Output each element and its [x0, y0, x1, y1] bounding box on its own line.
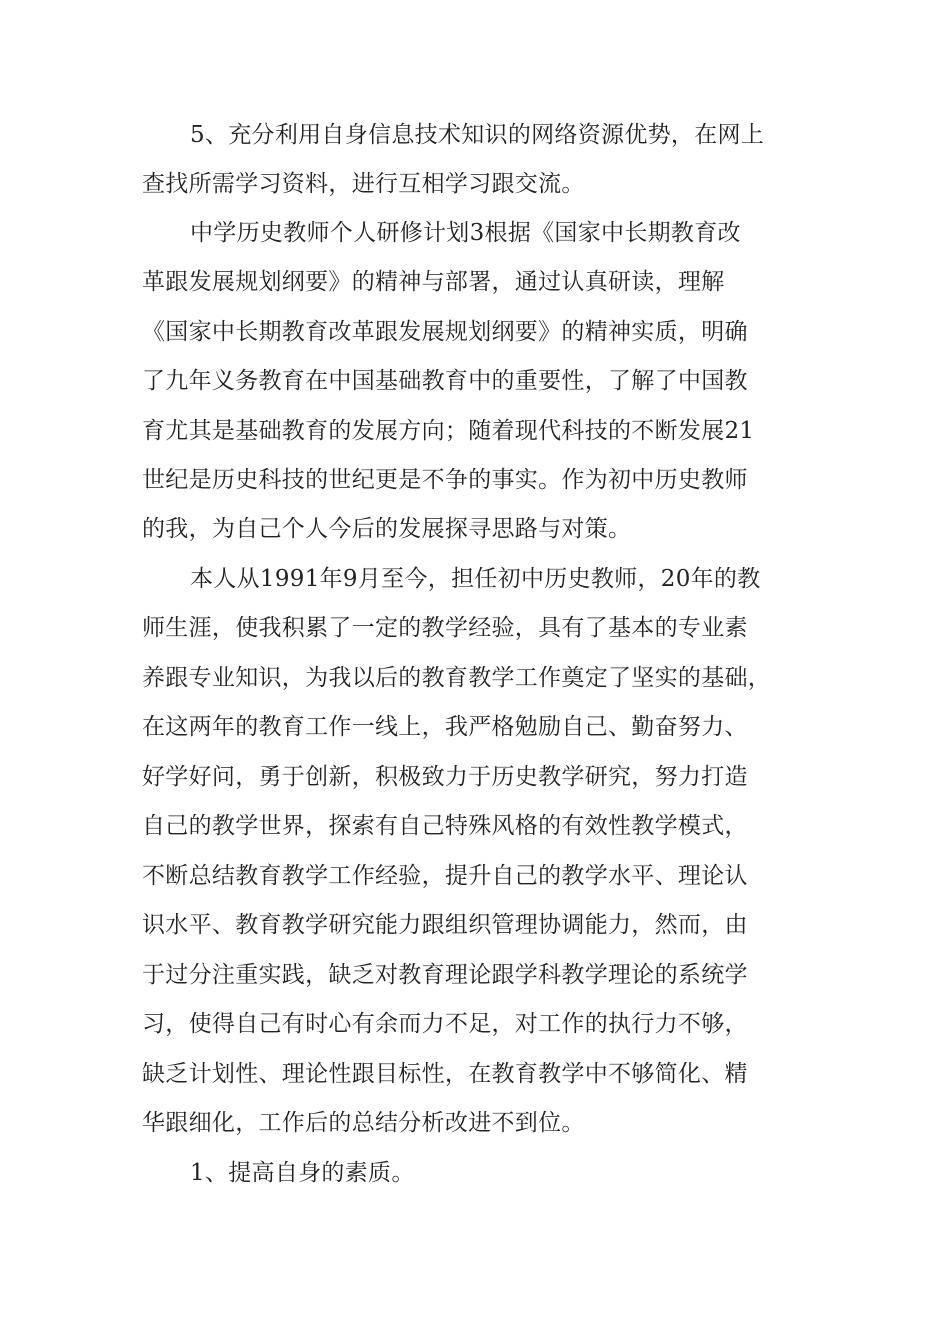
text-line: 不断总结教育教学工作经验，提升自己的教学水平、理论认	[142, 863, 748, 889]
text-line: 1、提高自身的素质。	[190, 1160, 415, 1186]
text-line: 识水平、教育教学研究能力跟组织管理协调能力，然而，由	[142, 912, 748, 938]
text-line: 在这两年的教育工作一线上，我严格勉励自己、勤奋努力、	[142, 714, 748, 740]
text-line: 于过分注重实践，缺乏对教育理论跟学科教学理论的系统学	[142, 962, 748, 988]
text-line: 自己的教学世界，探索有自己特殊风格的有效性教学模式，	[142, 813, 748, 839]
text-line: 革跟发展规划纲要》的精神与部署，通过认真研读，理解	[142, 269, 725, 295]
text-line: 了九年义务教育在中国基础教育中的重要性，了解了中国教	[142, 368, 748, 394]
text-line: 华跟细化，工作后的总结分析改进不到位。	[142, 1110, 585, 1136]
text-line: 师生涯，使我积累了一定的教学经验，具有了基本的专业素	[142, 615, 748, 641]
text-line: 中学历史教师个人研修计划3根据《国家中长期教育改	[190, 220, 741, 246]
text-line: 5、充分利用自身信息技术知识的网络资源优势，在网上	[190, 122, 765, 148]
text-line: 养跟专业知识，为我以后的教育教学工作奠定了坚实的基础，	[142, 665, 772, 691]
text-line: 查找所需学习资料，进行互相学习跟交流。	[142, 171, 585, 197]
text-line: 本人从1991年9月至今，担任初中历史教师，20年的教	[190, 566, 761, 592]
text-line: 《国家中长期教育改革跟发展规划纲要》的精神实质，明确	[142, 319, 748, 345]
text-line: 习，使得自己有时心有余而力不足，对工作的执行力不够，	[142, 1011, 748, 1037]
text-line: 的我，为自己个人今后的发展探寻思路与对策。	[142, 516, 632, 542]
text-line: 育尤其是基础教育的发展方向；随着现代科技的不断发展21	[142, 418, 755, 444]
text-line: 好学好问，勇于创新，积极致力于历史教学研究，努力打造	[142, 764, 748, 790]
text-line: 世纪是历史科技的世纪更是不争的事实。作为初中历史教师	[142, 467, 748, 493]
text-line: 缺乏计划性、理论性跟目标性，在教育教学中不够简化、精	[142, 1061, 748, 1087]
